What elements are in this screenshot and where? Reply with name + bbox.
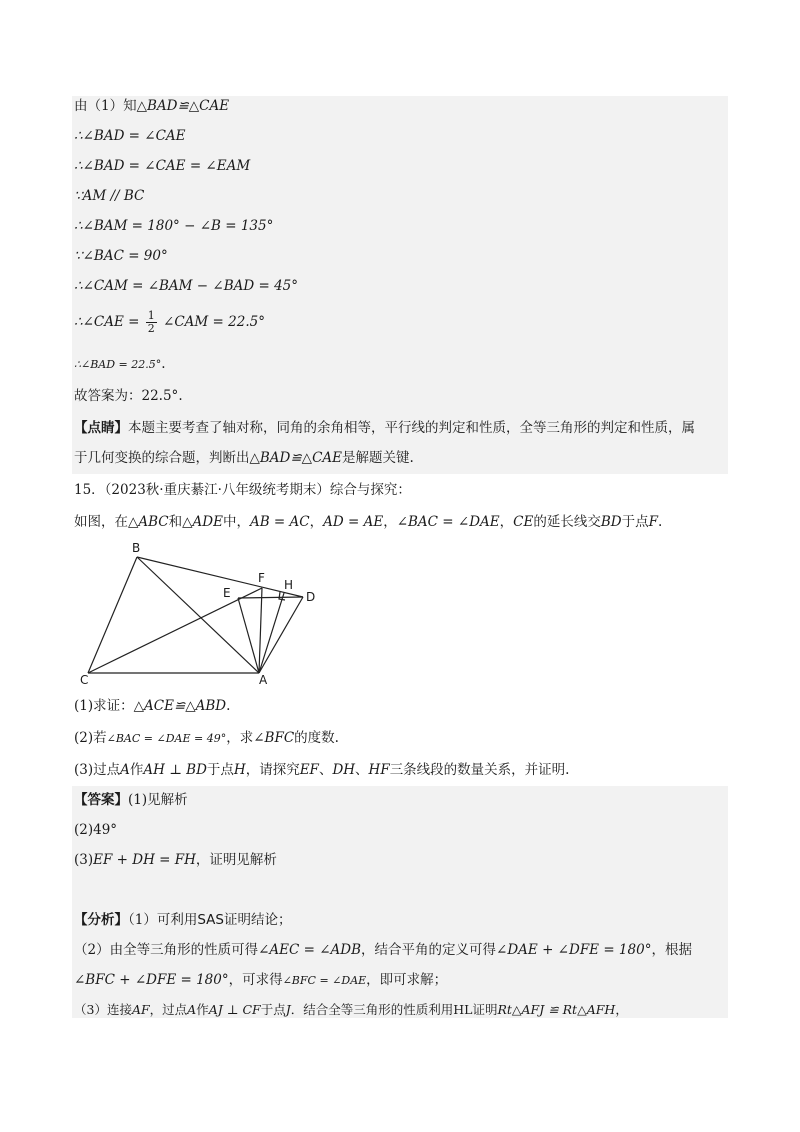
math: △ADE: [182, 514, 223, 530]
math: H: [233, 762, 246, 778]
text: 于点: [621, 514, 649, 530]
text: 由（1）知: [74, 98, 137, 114]
answer-line-2: [74, 820, 117, 840]
label-F: F: [258, 571, 265, 585]
text: 于点: [260, 1002, 286, 1017]
math: ∠BAC = ∠DAE: [396, 514, 500, 530]
math: DH: [332, 762, 356, 778]
comment-line-1: [74, 418, 695, 438]
analysis-line-3: [74, 970, 447, 991]
question-2: [74, 728, 339, 749]
solution-line-9: [74, 354, 166, 375]
text: .: [226, 698, 231, 714]
solution-line-6: ∵∠BAC = 90°: [74, 248, 168, 264]
math: ∠BAC = ∠DAE = 49°: [106, 732, 227, 745]
text: 、: [318, 762, 333, 778]
comment-line-2: [74, 448, 414, 468]
math: AB = AC: [249, 514, 310, 530]
text: ，可求得: [228, 972, 283, 988]
label-D: D: [306, 590, 316, 604]
segment-CB: [88, 557, 137, 673]
math: ∠AEC = ∠ADB: [258, 942, 362, 958]
text: ，: [383, 514, 397, 530]
text: 如图，在: [74, 514, 128, 530]
label-H: H: [284, 578, 294, 592]
text: 、: [355, 762, 369, 778]
solution-line-5: ∴∠BAM = 180° − ∠B = 135°: [74, 218, 274, 234]
question-1: [74, 696, 230, 716]
text: .: [178, 388, 183, 404]
segment-BD: [137, 557, 303, 597]
text: （2）由全等三角形的性质可得: [74, 942, 259, 958]
text: ．结合全等三角形的性质利用: [290, 1002, 454, 1017]
answer-tag: 【答案】: [74, 792, 128, 808]
text: 作: [196, 1002, 209, 1017]
math: J: [285, 1002, 291, 1017]
math: ∠CAM = 22.5°: [163, 314, 265, 330]
segment-FA: [259, 588, 262, 673]
label-B: B: [132, 541, 141, 555]
solution-line-1: [74, 96, 229, 116]
text: 的度数.: [294, 730, 339, 746]
question-3: [74, 760, 569, 780]
math: △ABC: [128, 514, 169, 530]
math: 22.5°: [141, 388, 179, 404]
solution-line-10: [74, 386, 183, 406]
text: ，证明见解析: [195, 852, 277, 868]
text: 于几何变换的综合题，判断出: [74, 450, 250, 466]
text: 是解题关键.: [342, 450, 414, 466]
math: EF: [299, 762, 319, 778]
solution-line-8: [74, 310, 265, 335]
math: ∠BFC + ∠DFE = 180°: [74, 972, 229, 988]
text: (1)求证：: [74, 698, 134, 714]
text: ，请探究: [245, 762, 300, 778]
math: ∴∠BAD = 22.5°: [74, 358, 162, 371]
text: 本题主要考查了轴对称，同角的余角相等，平行线的判定和性质，全等三角形的判定和性质，属: [128, 420, 695, 436]
text: (2): [74, 822, 94, 838]
text: ，过点: [149, 1002, 188, 1017]
math: ∴∠CAE =: [74, 314, 140, 330]
segment-BA: [137, 557, 259, 673]
text: (1)见解析: [128, 792, 188, 808]
text: （1）可利用: [128, 912, 198, 928]
text: (3): [74, 852, 94, 868]
geometry-figure: [80, 538, 330, 688]
math: AD = AE: [323, 514, 384, 530]
segment-ED: [238, 597, 303, 598]
solution-line-4: ∵AM // BC: [74, 188, 145, 204]
text: 中，: [222, 514, 250, 530]
text: 故答案为：: [74, 388, 142, 404]
text: 的延长线交: [533, 514, 601, 530]
math: A: [120, 762, 130, 778]
math: EF + DH = FH: [93, 852, 196, 868]
answer-line-1: [74, 790, 188, 810]
text: （3）连接: [74, 1002, 132, 1017]
text: .: [657, 514, 663, 530]
text: ，求: [226, 730, 254, 746]
label-E: E: [223, 586, 231, 600]
text: 证明: [472, 1002, 498, 1017]
math: ∠BFC = ∠DAE: [282, 974, 367, 987]
fraction: [146, 310, 157, 335]
text: ，即可求解；: [366, 972, 448, 988]
text: 证明结论；: [223, 912, 292, 928]
math: SAS: [197, 912, 224, 928]
text: .: [161, 356, 166, 372]
text: ，: [309, 514, 324, 530]
answer-line-3: [74, 850, 277, 870]
analysis-line-4: [74, 1000, 628, 1020]
math: A: [187, 1002, 197, 1017]
text: ，结合平角的定义可得: [361, 942, 497, 958]
math: ∠BFC: [253, 730, 295, 746]
math: △ACE≌△ABD: [133, 698, 227, 714]
problem-header: 15．（2023秋·重庆綦江·八年级统考期末）综合与探究：: [74, 482, 411, 498]
math: Rt△AFJ ≌ Rt△AFH: [497, 1002, 616, 1017]
math: HF: [368, 762, 390, 778]
denominator: 2: [147, 322, 155, 335]
problem-stem: [74, 512, 662, 532]
segment-DA: [259, 597, 303, 673]
math: △BAD≌△CAE: [136, 98, 230, 114]
segment-CF: [88, 588, 262, 673]
math: HL: [453, 1002, 473, 1017]
label-C: C: [80, 673, 89, 687]
math: ∠DAE + ∠DFE = 180°: [496, 942, 652, 958]
numerator: 1: [147, 309, 155, 322]
solution-line-2: ∴∠BAD = ∠CAE: [74, 128, 186, 144]
text: 作: [129, 762, 144, 778]
text: (3)过点: [74, 762, 121, 778]
segment-EA: [238, 598, 259, 673]
math: BD: [600, 514, 622, 530]
math: AF: [131, 1002, 150, 1017]
text: (2)若: [74, 730, 107, 746]
math: AH ⊥ BD: [143, 762, 207, 778]
math: F: [648, 514, 658, 530]
text: 于点: [206, 762, 234, 778]
text: ，: [615, 1002, 628, 1017]
math: AJ ⊥ CF: [208, 1002, 261, 1017]
math: CE: [513, 514, 534, 530]
label-A: A: [259, 673, 268, 687]
text: ，: [499, 514, 514, 530]
analysis-line-1: [74, 910, 291, 930]
text: ，根据: [651, 942, 692, 958]
text: 三条线段的数量关系，并证明.: [389, 762, 570, 778]
segment-HA: [259, 593, 284, 673]
text: 和: [168, 514, 183, 530]
solution-line-7: ∴∠CAM = ∠BAM − ∠BAD = 45°: [74, 278, 299, 294]
math: 49°: [93, 822, 118, 838]
comment-tag: 【点睛】: [74, 420, 128, 436]
analysis-tag: 【分析】: [74, 912, 128, 928]
math: △BAD≌△CAE: [249, 450, 343, 466]
analysis-line-2: [74, 940, 692, 960]
solution-line-3: ∴∠BAD = ∠CAE = ∠EAM: [74, 158, 251, 174]
